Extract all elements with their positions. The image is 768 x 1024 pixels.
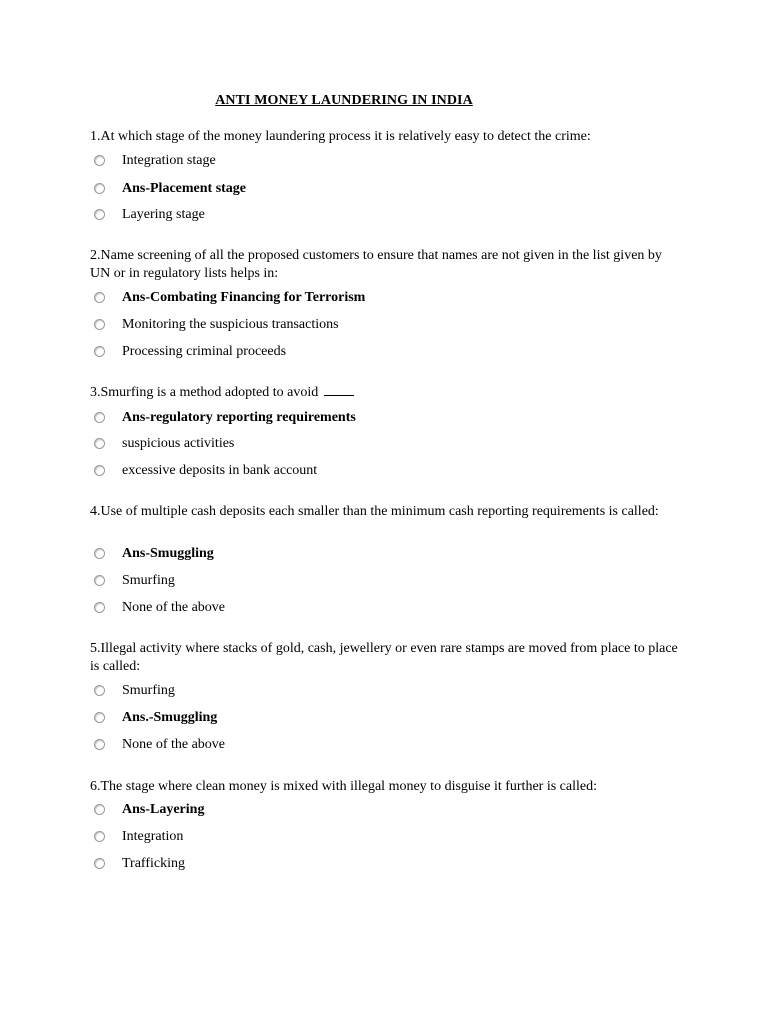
radio-button-icon[interactable] [94, 292, 105, 303]
radio-button-icon[interactable] [94, 858, 105, 869]
radio-button-icon[interactable] [94, 804, 105, 815]
radio-button-icon[interactable] [94, 183, 105, 194]
answer-option-label: Layering stage [122, 207, 205, 222]
answer-option-label-correct: Ans-regulatory reporting requirements [122, 410, 356, 425]
question-text: 2.Name screening of all the proposed customers to ensure that names are not given in the list given by UN or in regulatory lists helps in: [90, 248, 662, 281]
radio-button-icon[interactable] [94, 412, 105, 423]
radio-button-icon[interactable] [94, 319, 105, 330]
radio-button-icon[interactable] [94, 602, 105, 613]
answer-option-label-correct: Ans-Placement stage [122, 181, 247, 196]
answer-option-label-correct: Ans-Layering [122, 802, 205, 817]
answer-option-label: Processing criminal proceeds [122, 344, 287, 359]
radio-button-icon[interactable] [94, 548, 105, 559]
answer-option-label-correct: Ans-Combating Financing for Terrorism [122, 290, 366, 305]
page-title: ANTI MONEY LAUNDERING IN INDIA [215, 93, 473, 108]
radio-button-icon[interactable] [94, 155, 105, 166]
question-text: 3.Smurfing is a method adopted to avoid [90, 384, 680, 402]
radio-button-icon[interactable] [94, 346, 105, 357]
answer-option-label: Integration stage [122, 153, 216, 168]
radio-button-icon[interactable] [94, 831, 105, 842]
answer-option-label-correct: Ans.-Smuggling [122, 710, 218, 725]
question-text: 5.Illegal activity where stacks of gold, cash, jewellery or even rare stamps are moved from place to place is called: [90, 641, 678, 674]
answer-option-label-correct: Ans-Smuggling [122, 546, 214, 561]
answer-option-label: None of the above [122, 737, 226, 752]
question-text: 4.Use of multiple cash deposits each smaller than the minimum cash reporting requirements is called: [90, 504, 659, 519]
radio-button-icon[interactable] [94, 438, 105, 449]
answer-option-label: Trafficking [122, 856, 185, 871]
radio-button-icon[interactable] [94, 575, 105, 586]
radio-button-icon[interactable] [94, 209, 105, 220]
answer-option-label: excessive deposits in bank account [122, 463, 318, 478]
question-text: 1.At which stage of the money laundering process it is relatively easy to detect the crime: [90, 129, 591, 144]
answer-option-label: Smurfing [122, 683, 175, 698]
radio-button-icon[interactable] [94, 685, 105, 696]
answer-option-label: suspicious activities [122, 436, 235, 451]
answer-option-label: None of the above [122, 600, 226, 615]
answer-option-label: Integration [122, 829, 184, 844]
radio-button-icon[interactable] [94, 712, 105, 723]
radio-button-icon[interactable] [94, 739, 105, 750]
radio-button-icon[interactable] [94, 465, 105, 476]
answer-option-label: Monitoring the suspicious transactions [122, 317, 339, 332]
question-text: 6.The stage where clean money is mixed with illegal money to disguise it further is called: [90, 779, 597, 794]
fill-in-blank [324, 384, 354, 396]
answer-option-label: Smurfing [122, 573, 175, 588]
